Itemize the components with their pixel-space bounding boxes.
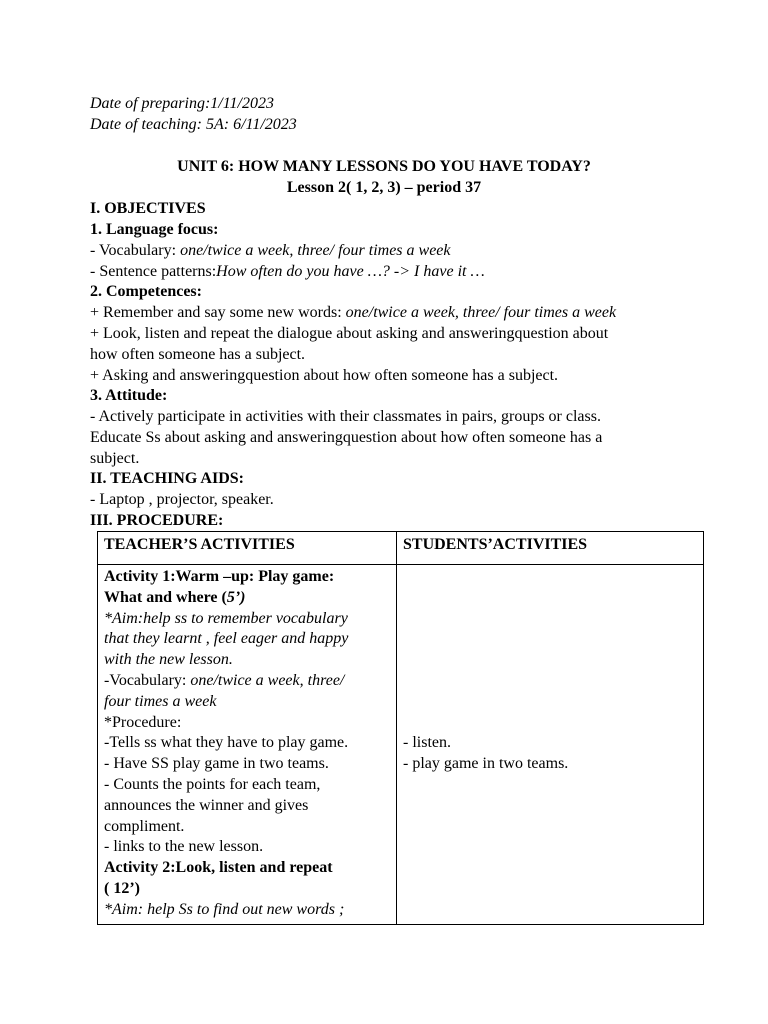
language-focus-heading: 1. Language focus: [90, 221, 219, 238]
aim-2-line-1: *Aim: help Ss to find out new words ; [104, 900, 345, 918]
students-cell-spacer [403, 567, 697, 733]
procedure-step-1: -Tells ss what they have to play game. [104, 734, 349, 752]
competences-heading: 2. Competences: [90, 283, 202, 300]
patterns-prefix: - Sentence patterns: [90, 263, 217, 280]
activity-2-title-line-1: Activity 2:Look, listen and repeat [104, 859, 333, 877]
teaching-aids-heading: II. TEACHING AIDS: [90, 470, 244, 487]
students-activities-header: STUDENTS’ACTIVITIES [397, 532, 704, 565]
student-activity-1: - listen. [403, 734, 451, 751]
teaching-aids-text: - Laptop , projector, speaker. [90, 491, 274, 508]
vocabulary-item [104, 671, 390, 692]
procedure-step-4: - links to the new lesson. [104, 838, 264, 856]
activity-1-title-text: What and where ( [104, 588, 227, 606]
vocabulary-words-line-2: four times a week [104, 692, 217, 710]
activity-1-title-line-1: Activity 1:Warm –up: Play game: [104, 568, 335, 585]
table-row [98, 565, 704, 925]
objectives-heading: I. OBJECTIVES [90, 200, 206, 217]
activity-2-title-line-2: ( 12’) [104, 879, 140, 897]
attitude-heading: 3. Attitude: [90, 387, 168, 404]
competence-item-2-line-2: how often someone has a subject. [90, 346, 306, 363]
teacher-activities-header: TEACHER’S ACTIVITIES [98, 532, 397, 565]
patterns-text: How often do you have …? -> I have it … [216, 263, 485, 280]
competence-item-1 [90, 303, 616, 324]
sentence-patterns-line [90, 262, 485, 283]
procedure-label: *Procedure: [104, 713, 182, 731]
date-teaching: Date of teaching: 5A: 6/11/2023 [90, 116, 297, 133]
attitude-line-3: subject. [90, 450, 140, 467]
competence-1-prefix: + Remember and say some new words: [90, 304, 346, 321]
activity-1-time: 5’) [226, 588, 246, 606]
activity-1-title-line-2 [104, 588, 390, 609]
competence-item-3: + Asking and answeringquestion about how often someone has a subject. [90, 367, 559, 384]
procedure-table [97, 531, 704, 925]
attitude-line-1: - Actively participate in activities with their classmates in pairs, groups or class. [90, 408, 601, 425]
procedure-step-3-line-2: announces the winner and gives [104, 796, 309, 814]
procedure-heading: III. PROCEDURE: [90, 512, 224, 529]
date-preparing: Date of preparing:1/11/2023 [90, 95, 274, 112]
procedure-table-header [98, 532, 704, 565]
student-activity-2: - play game in two teams. [403, 754, 569, 772]
competence-item-2-line-1: + Look, listen and repeat the dialogue about asking and answeringquestion about [90, 325, 609, 342]
vocabulary-words-line-1: one/twice a week, three/ [190, 671, 345, 689]
procedure-step-2: - Have SS play game in two teams. [104, 755, 329, 773]
lesson-title: Lesson 2( 1, 2, 3) – period 37 [286, 179, 482, 196]
vocabulary-prefix: - Vocabulary: [90, 242, 181, 259]
aim-1-line-1: *Aim:help ss to remember vocabulary [104, 609, 348, 627]
competence-1-text: one/twice a week, three/ four times a week [345, 304, 617, 321]
procedure-step-3-line-1: - Counts the points for each team, [104, 775, 321, 793]
vocabulary-label: -Vocabulary: [104, 671, 191, 689]
students-activities-cell [397, 565, 704, 925]
vocabulary-text: one/twice a week, three/ four times a week [180, 242, 451, 259]
vocabulary-line [90, 241, 451, 262]
attitude-line-2: Educate Ss about asking and answeringquestion about how often someone has a [90, 429, 603, 446]
aim-1-line-2: that they learnt , feel eager and happy [104, 630, 349, 648]
unit-title: UNIT 6: HOW MANY LESSONS DO YOU HAVE TODAY? [177, 158, 591, 175]
aim-1-line-3: with the new lesson. [104, 651, 233, 669]
procedure-step-3-line-3: compliment. [104, 817, 185, 835]
teacher-activities-cell [98, 565, 397, 925]
